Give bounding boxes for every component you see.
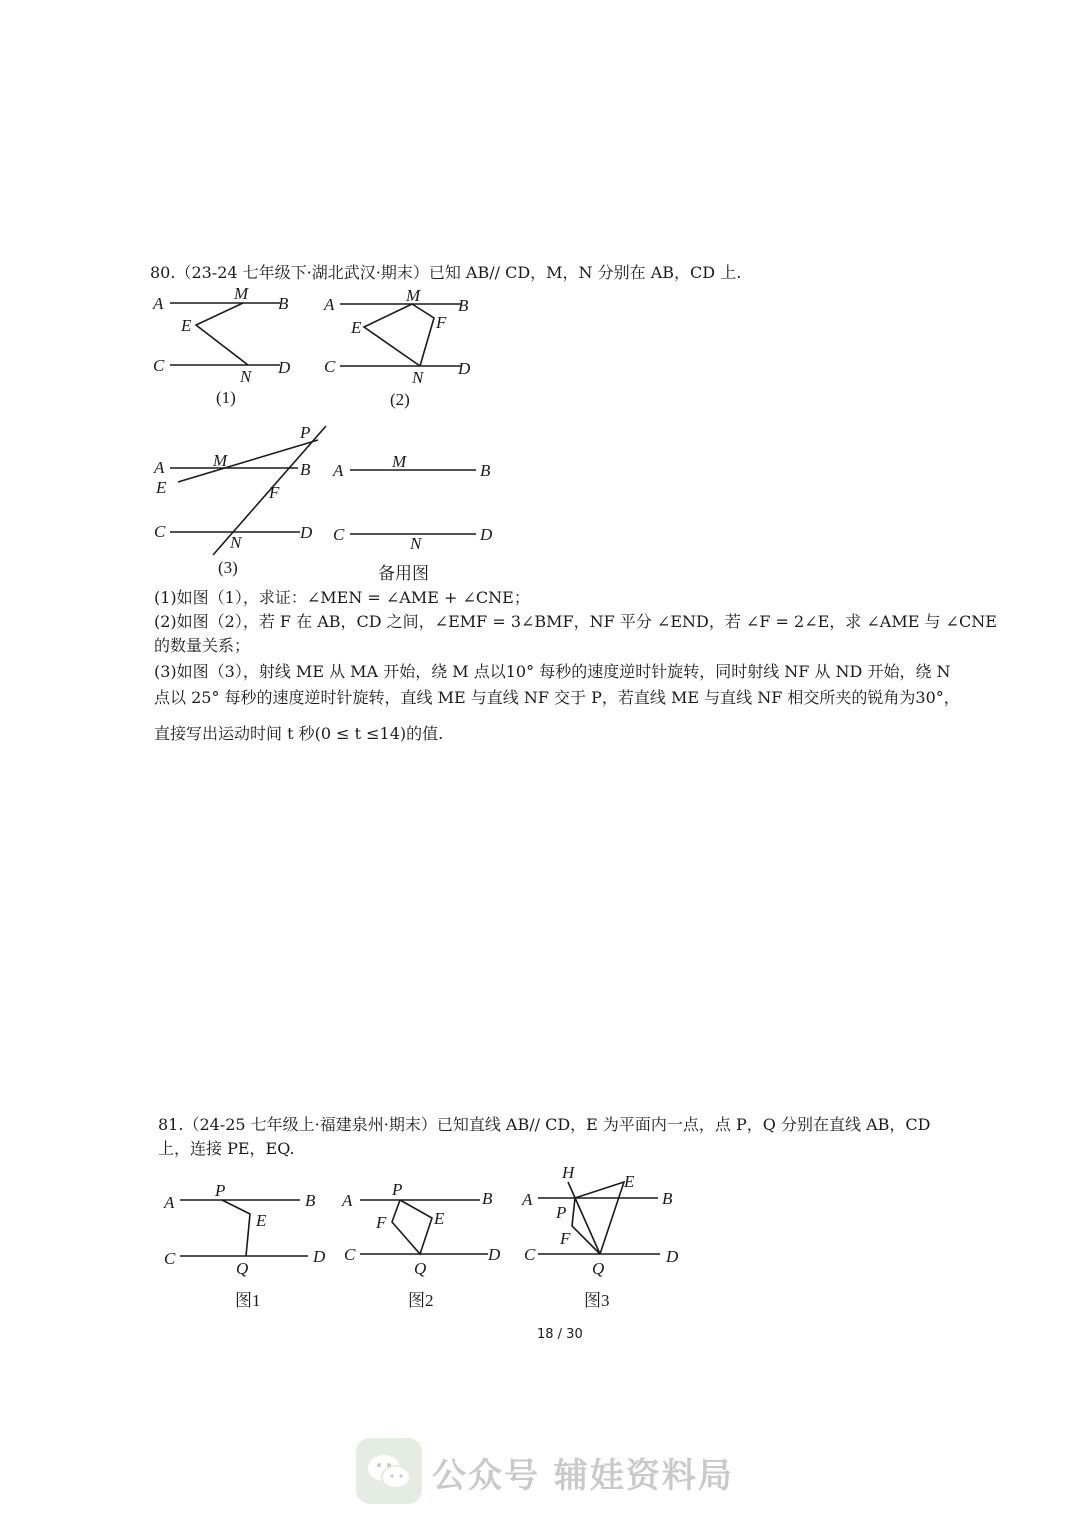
label-E: E <box>156 478 167 497</box>
label-F: F <box>376 1213 387 1232</box>
label-A: A <box>154 458 165 477</box>
label-C: C <box>333 525 345 544</box>
label-D: D <box>458 359 471 378</box>
q81-figure-1 <box>160 1178 335 1278</box>
q80-stem: 80.（23-24 七年级下·湖北武汉·期末）已知 AB// CD，M，N 分别在 AB，CD 上. <box>150 263 742 282</box>
label-A: A <box>324 295 335 314</box>
label-P: P <box>556 1203 567 1222</box>
label-B: B <box>662 1189 673 1208</box>
q80-figure-3 <box>148 420 328 560</box>
label-M: M <box>234 284 249 303</box>
q80-part1: (1)如图（1），求证：∠MEN = ∠AME + ∠CNE； <box>154 588 530 607</box>
label-N: N <box>240 367 252 383</box>
label-C: C <box>164 1249 176 1268</box>
label-D: D <box>300 523 313 542</box>
label-P: P <box>392 1180 403 1199</box>
label-E: E <box>351 318 362 337</box>
q80-figure-backup <box>330 450 505 550</box>
q80-fig2-caption: (2) <box>390 390 410 409</box>
q81-figure-3 <box>520 1160 695 1280</box>
q80-figure-2 <box>320 284 480 384</box>
label-Q: Q <box>236 1259 249 1278</box>
q81-fig3-caption: 图3 <box>584 1291 610 1310</box>
label-B: B <box>278 294 289 313</box>
q81-fig2-caption: 图2 <box>408 1291 434 1310</box>
watermark-text: 公众号 辅娃资料局 <box>432 1456 734 1496</box>
label-F: F <box>436 313 447 332</box>
label-N: N <box>230 533 242 552</box>
q80-part3-line3: 直接写出运动时间 t 秒(0 ≤ t ≤14)的值. <box>154 724 444 743</box>
label-B: B <box>480 461 491 480</box>
label-H: H <box>562 1163 575 1182</box>
label-P: P <box>215 1181 226 1200</box>
label-C: C <box>324 357 336 376</box>
label-F: F <box>269 483 280 502</box>
label-E: E <box>181 316 192 335</box>
label-C: C <box>154 522 166 541</box>
page-number: 18 / 30 <box>537 1327 583 1342</box>
q80-part2-line2: 的数量关系； <box>154 636 251 655</box>
label-B: B <box>305 1191 316 1210</box>
label-M: M <box>406 286 421 305</box>
label-C: C <box>153 356 165 375</box>
wechat-icon <box>356 1438 422 1504</box>
label-Q: Q <box>414 1259 427 1278</box>
q81-stem-line1: 81.（24-25 七年级上·福建泉州·期末）已知直线 AB// CD，E 为平面内一点，点 P，Q 分别在直线 AB，CD <box>158 1115 931 1134</box>
label-C: C <box>524 1245 536 1264</box>
label-A: A <box>522 1190 533 1209</box>
label-D: D <box>480 525 493 544</box>
label-E: E <box>624 1172 635 1191</box>
label-A: A <box>164 1193 175 1212</box>
q80-fig3-caption: (3) <box>218 558 238 577</box>
q81-fig1-caption: 图1 <box>235 1291 261 1310</box>
label-P: P <box>300 423 311 442</box>
label-B: B <box>300 460 311 479</box>
q80-backup-caption: 备用图 <box>378 564 429 583</box>
label-D: D <box>313 1247 326 1266</box>
label-A: A <box>153 294 164 313</box>
q81-stem-line2: 上，连接 PE，EQ. <box>158 1139 295 1158</box>
q80-figure-1 <box>148 283 308 383</box>
q80-part3-line1: (3)如图（3），射线 ME 从 MA 开始，绕 M 点以10° 每秒的速度逆时针旋转，同时射线 NF 从 ND 开始，绕 N <box>154 662 951 681</box>
label-A: A <box>333 461 344 480</box>
label-D: D <box>278 358 291 377</box>
label-E: E <box>256 1211 267 1230</box>
label-F: F <box>560 1229 571 1248</box>
label-B: B <box>458 296 469 315</box>
q80-fig1-caption: (1) <box>216 388 236 407</box>
label-C: C <box>344 1245 356 1264</box>
q81-figure-2 <box>340 1178 515 1278</box>
label-N: N <box>412 368 424 384</box>
q80-part2-line1: (2)如图（2），若 F 在 AB，CD 之间，∠EMF = 3∠BMF，NF 平分 ∠END，若 ∠F = 2∠E，求 ∠AME 与 ∠CNE <box>154 612 997 631</box>
label-E: E <box>434 1209 445 1228</box>
label-Q: Q <box>592 1259 605 1278</box>
label-D: D <box>666 1247 679 1266</box>
label-N: N <box>410 534 422 550</box>
label-A: A <box>342 1191 353 1210</box>
q80-part3-line2: 点以 25° 每秒的速度逆时针旋转，直线 ME 与直线 NF 交于 P，若直线 ME 与直线 NF 相交所夹的锐角为30°， <box>154 688 960 707</box>
label-M: M <box>392 452 407 471</box>
label-D: D <box>488 1245 501 1264</box>
label-M: M <box>213 451 228 470</box>
label-B: B <box>482 1189 493 1208</box>
